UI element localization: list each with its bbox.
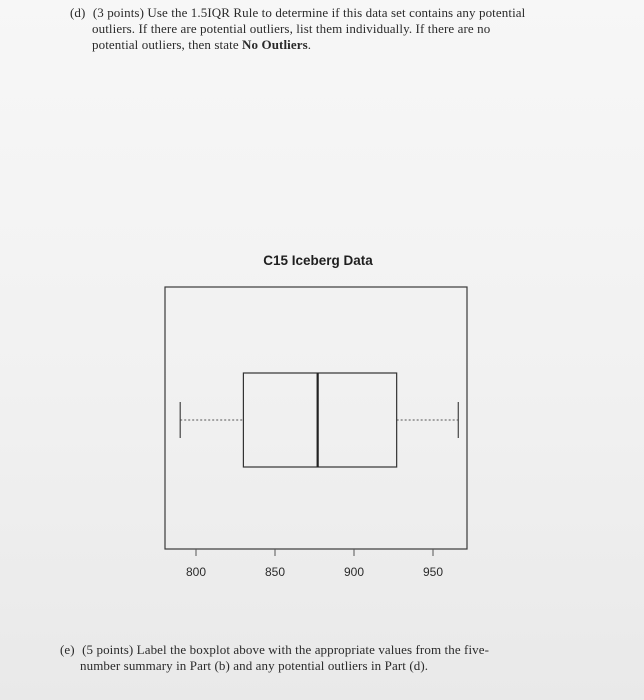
no-outliers-phrase: No Outliers xyxy=(242,37,308,52)
problem-e-points: (5 points) xyxy=(82,642,134,657)
problem-d-text1: Use the 1.5IQR Rule to determine if this data set contains any potential xyxy=(147,5,526,20)
problem-d-label: (d) xyxy=(70,5,86,20)
x-tick-label: 850 xyxy=(264,565,286,579)
plot-frame xyxy=(165,287,467,549)
x-tick-label: 800 xyxy=(185,565,207,579)
problem-e xyxy=(60,642,580,674)
problem-d-text2: outliers. If there are potential outliers, list them individually. If there are no xyxy=(92,21,491,36)
problem-d-text3: potential outliers, then state xyxy=(92,37,239,52)
problem-e-line1 xyxy=(60,642,580,658)
chart-title: C15 Iceberg Data xyxy=(263,253,373,268)
problem-e-text2: number summary in Part (b) and any potential outliers in Part (d). xyxy=(80,658,429,673)
problem-e-text1: Label the boxplot above with the appropriate values from the five- xyxy=(136,642,490,657)
x-tick-label: 950 xyxy=(422,565,444,579)
problem-e-label: (e) xyxy=(60,642,75,657)
problem-d-period: . xyxy=(307,37,312,52)
iqr-box xyxy=(243,373,396,467)
problem-d-points: (3 points) xyxy=(92,5,145,20)
x-tick-label: 900 xyxy=(343,565,365,579)
